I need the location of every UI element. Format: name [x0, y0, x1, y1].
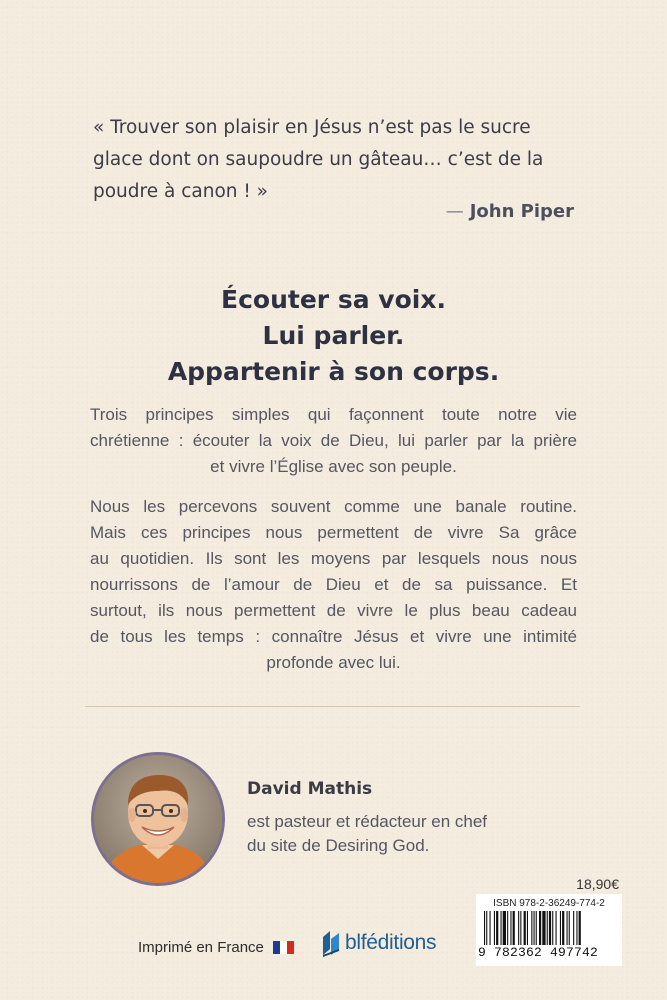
paragraph-line: Trois principes simples qui façonnent toute notre vie [90, 405, 577, 424]
description-paragraph-2 [90, 494, 577, 676]
headline-line: Appartenir à son corps. [167, 357, 500, 386]
barcode-bar [520, 911, 521, 945]
author-portrait-illustration [94, 755, 222, 883]
section-divider [85, 706, 580, 707]
barcode-bar [576, 911, 577, 945]
barcode-bar [542, 911, 545, 945]
barcode-bar [569, 911, 570, 945]
quote-line: poudre à canon ! » [93, 181, 268, 202]
barcode-bar [494, 911, 495, 945]
ean-barcode [482, 911, 616, 947]
barcode-bar [501, 911, 502, 945]
flag-stripe-blue [273, 941, 280, 954]
paragraph-line: Mais ces principes nous permettent de vivre Sa grâce [90, 523, 577, 542]
flag-stripe-white [280, 941, 287, 954]
barcode-bar [524, 911, 526, 945]
barcode-bar [518, 911, 519, 945]
french-flag-icon [273, 941, 294, 954]
paragraph-line: nourrissons de l’amour de Dieu et de sa puissance. Et [90, 575, 577, 594]
paragraph-line: de tous les temps : connaître Jésus et vivre une intimité [90, 627, 577, 646]
barcode-block [476, 894, 622, 966]
author-bio [247, 810, 487, 858]
barcode-bar [567, 911, 568, 945]
description-paragraph-1 [90, 402, 577, 480]
isbn-label: ISBN 978-2-36249-774-2 [493, 898, 605, 909]
barcode-bar [556, 911, 557, 945]
quote-line: « Trouver son plaisir en Jésus n’est pas le sucre [93, 117, 531, 138]
barcode-bar [484, 911, 485, 945]
paragraph-line: profonde avec lui. [266, 653, 401, 672]
headline-line: Lui parler. [262, 321, 405, 350]
barcode-bar [534, 911, 535, 945]
barcode-bar [552, 911, 553, 945]
barcode-bar [513, 911, 515, 945]
author-portrait [91, 752, 225, 886]
paragraph-line: Nous les percevons souvent comme une banale routine. [90, 497, 577, 516]
ean-digits: 9 782362 497742 [478, 945, 599, 960]
paragraph-line: chrétienne : écouter la voix de Dieu, lui parler par la prière [90, 431, 577, 450]
printed-label: Imprimé en France [138, 939, 264, 956]
paragraph-line: et vivre l’Église avec son peuple. [210, 457, 457, 476]
barcode-bar [503, 911, 506, 945]
barcode-bar [560, 911, 561, 945]
barcode-bar [562, 911, 564, 945]
author-bio-line: est pasteur et rédacteur en chef [247, 812, 488, 831]
headline [0, 282, 667, 390]
barcode-bar [496, 911, 498, 945]
barcode-bar [536, 911, 537, 945]
barcode-bar [547, 911, 548, 945]
barcode-bar [573, 911, 574, 945]
barcode-bar [510, 911, 511, 945]
barcode-bar [579, 911, 581, 945]
headline-line: Écouter sa voix. [221, 285, 446, 314]
barcode-bar [527, 911, 528, 945]
quote-author: John Piper [469, 201, 574, 222]
quote-line: glace dont on saupoudre un gâteau… c’est de la [93, 149, 544, 170]
quote-attribution [446, 201, 574, 222]
paragraph-line: au quotidien. Ils sont les moyens par lesquels nous nous [90, 549, 577, 568]
paragraph-line: surtout, ils nous permettent de vivre le plus beau cadeau [90, 601, 577, 620]
flag-stripe-red [287, 941, 294, 954]
barcode-bar [507, 911, 508, 945]
publisher-name: blféditions [345, 931, 437, 954]
book-logo-icon [321, 929, 341, 957]
attribution-dash: — [445, 201, 464, 222]
author-bio-line: du site de Desiring God. [247, 836, 430, 855]
barcode-bar [549, 911, 551, 945]
price-label: 18,90€ [576, 876, 619, 892]
author-name: David Mathis [247, 779, 373, 799]
barcode-bar [486, 911, 487, 945]
barcode-bar [539, 911, 541, 945]
epigraph-quote [93, 112, 593, 208]
barcode-bar [531, 911, 532, 945]
printed-in-france [138, 939, 294, 956]
publisher-logo [321, 929, 436, 957]
barcode-bar [490, 911, 491, 945]
